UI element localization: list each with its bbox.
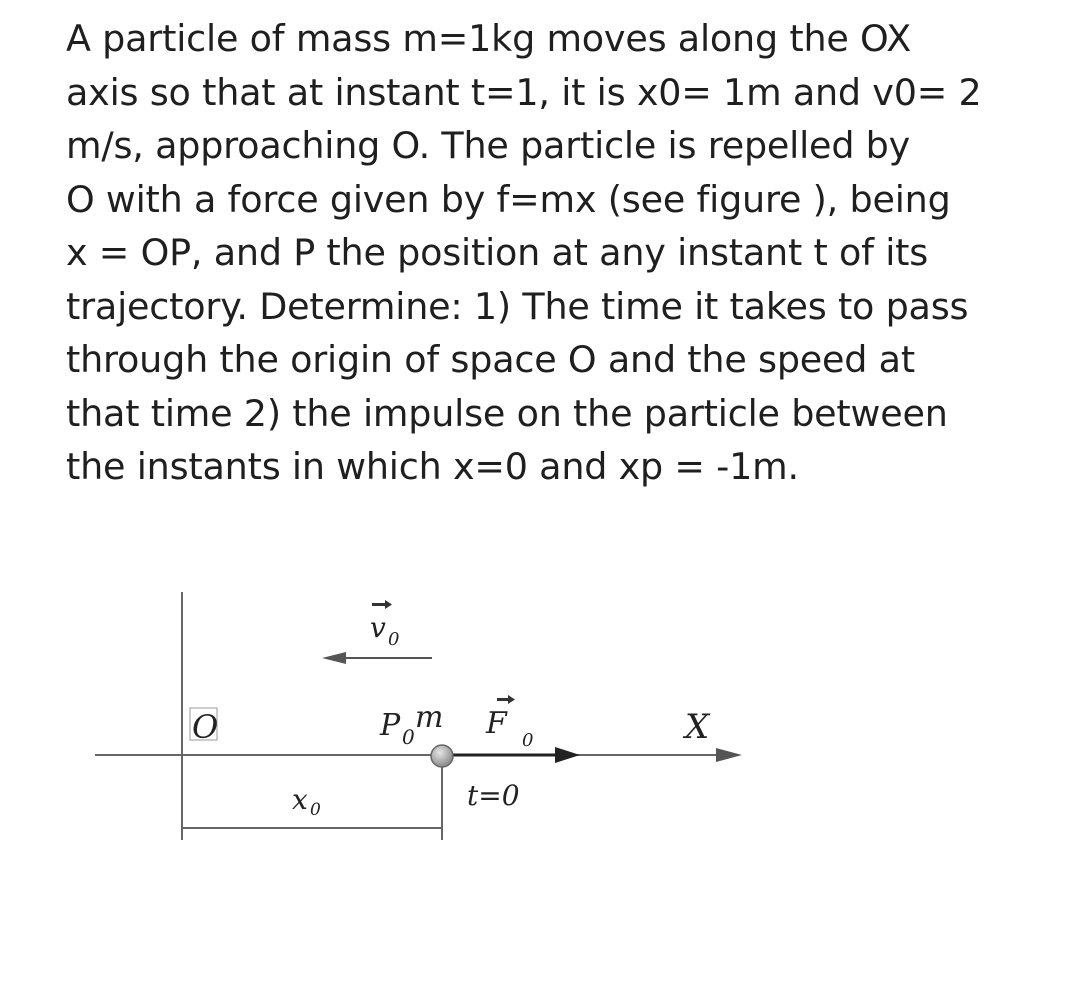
force-subscript: 0 — [522, 730, 534, 751]
force-vector-mark-head — [508, 695, 515, 704]
x-axis-arrowhead — [716, 748, 742, 762]
distance-label: x — [292, 783, 308, 816]
point-label: P — [380, 708, 401, 743]
particle — [431, 745, 453, 767]
force-label: F — [486, 706, 507, 741]
force-label-group — [485, 695, 533, 751]
problem-line: A particle of mass m=1kg moves along the OX — [66, 17, 912, 60]
problem-line: O with a force given by f=mx (see figure ), being — [66, 177, 951, 221]
problem-line: trajectory. Determine: 1) The time it takes to pass — [66, 284, 969, 328]
force-arrowhead — [555, 747, 580, 763]
time-label: t=0 — [467, 779, 520, 812]
distance-subscript: 0 — [310, 800, 321, 820]
problem-line: that time 2) the impulse on the particle between — [66, 391, 948, 435]
velocity-subscript: 0 — [388, 629, 400, 650]
axis-label: X — [685, 707, 710, 747]
problem-line: through the origin of space O and the speed at — [66, 338, 915, 381]
velocity-label-group — [370, 600, 399, 650]
velocity-vector-mark-head — [385, 600, 392, 609]
problem-line: the instants in which x=0 and xp = -1m. — [66, 445, 799, 488]
velocity-arrowhead — [322, 652, 346, 664]
origin-label: O — [192, 708, 219, 746]
mass-label: m — [415, 700, 444, 735]
problem-line: m/s, approaching O. The particle is repelled by — [66, 124, 911, 167]
problem-line: x = OP, and P the position at any instant t of its — [66, 231, 929, 274]
velocity-label: v — [370, 611, 386, 644]
point-subscript: 0 — [402, 725, 415, 749]
problem-line: axis so that at instant t=1, it is x0= 1m and v0= 2 — [66, 70, 982, 114]
